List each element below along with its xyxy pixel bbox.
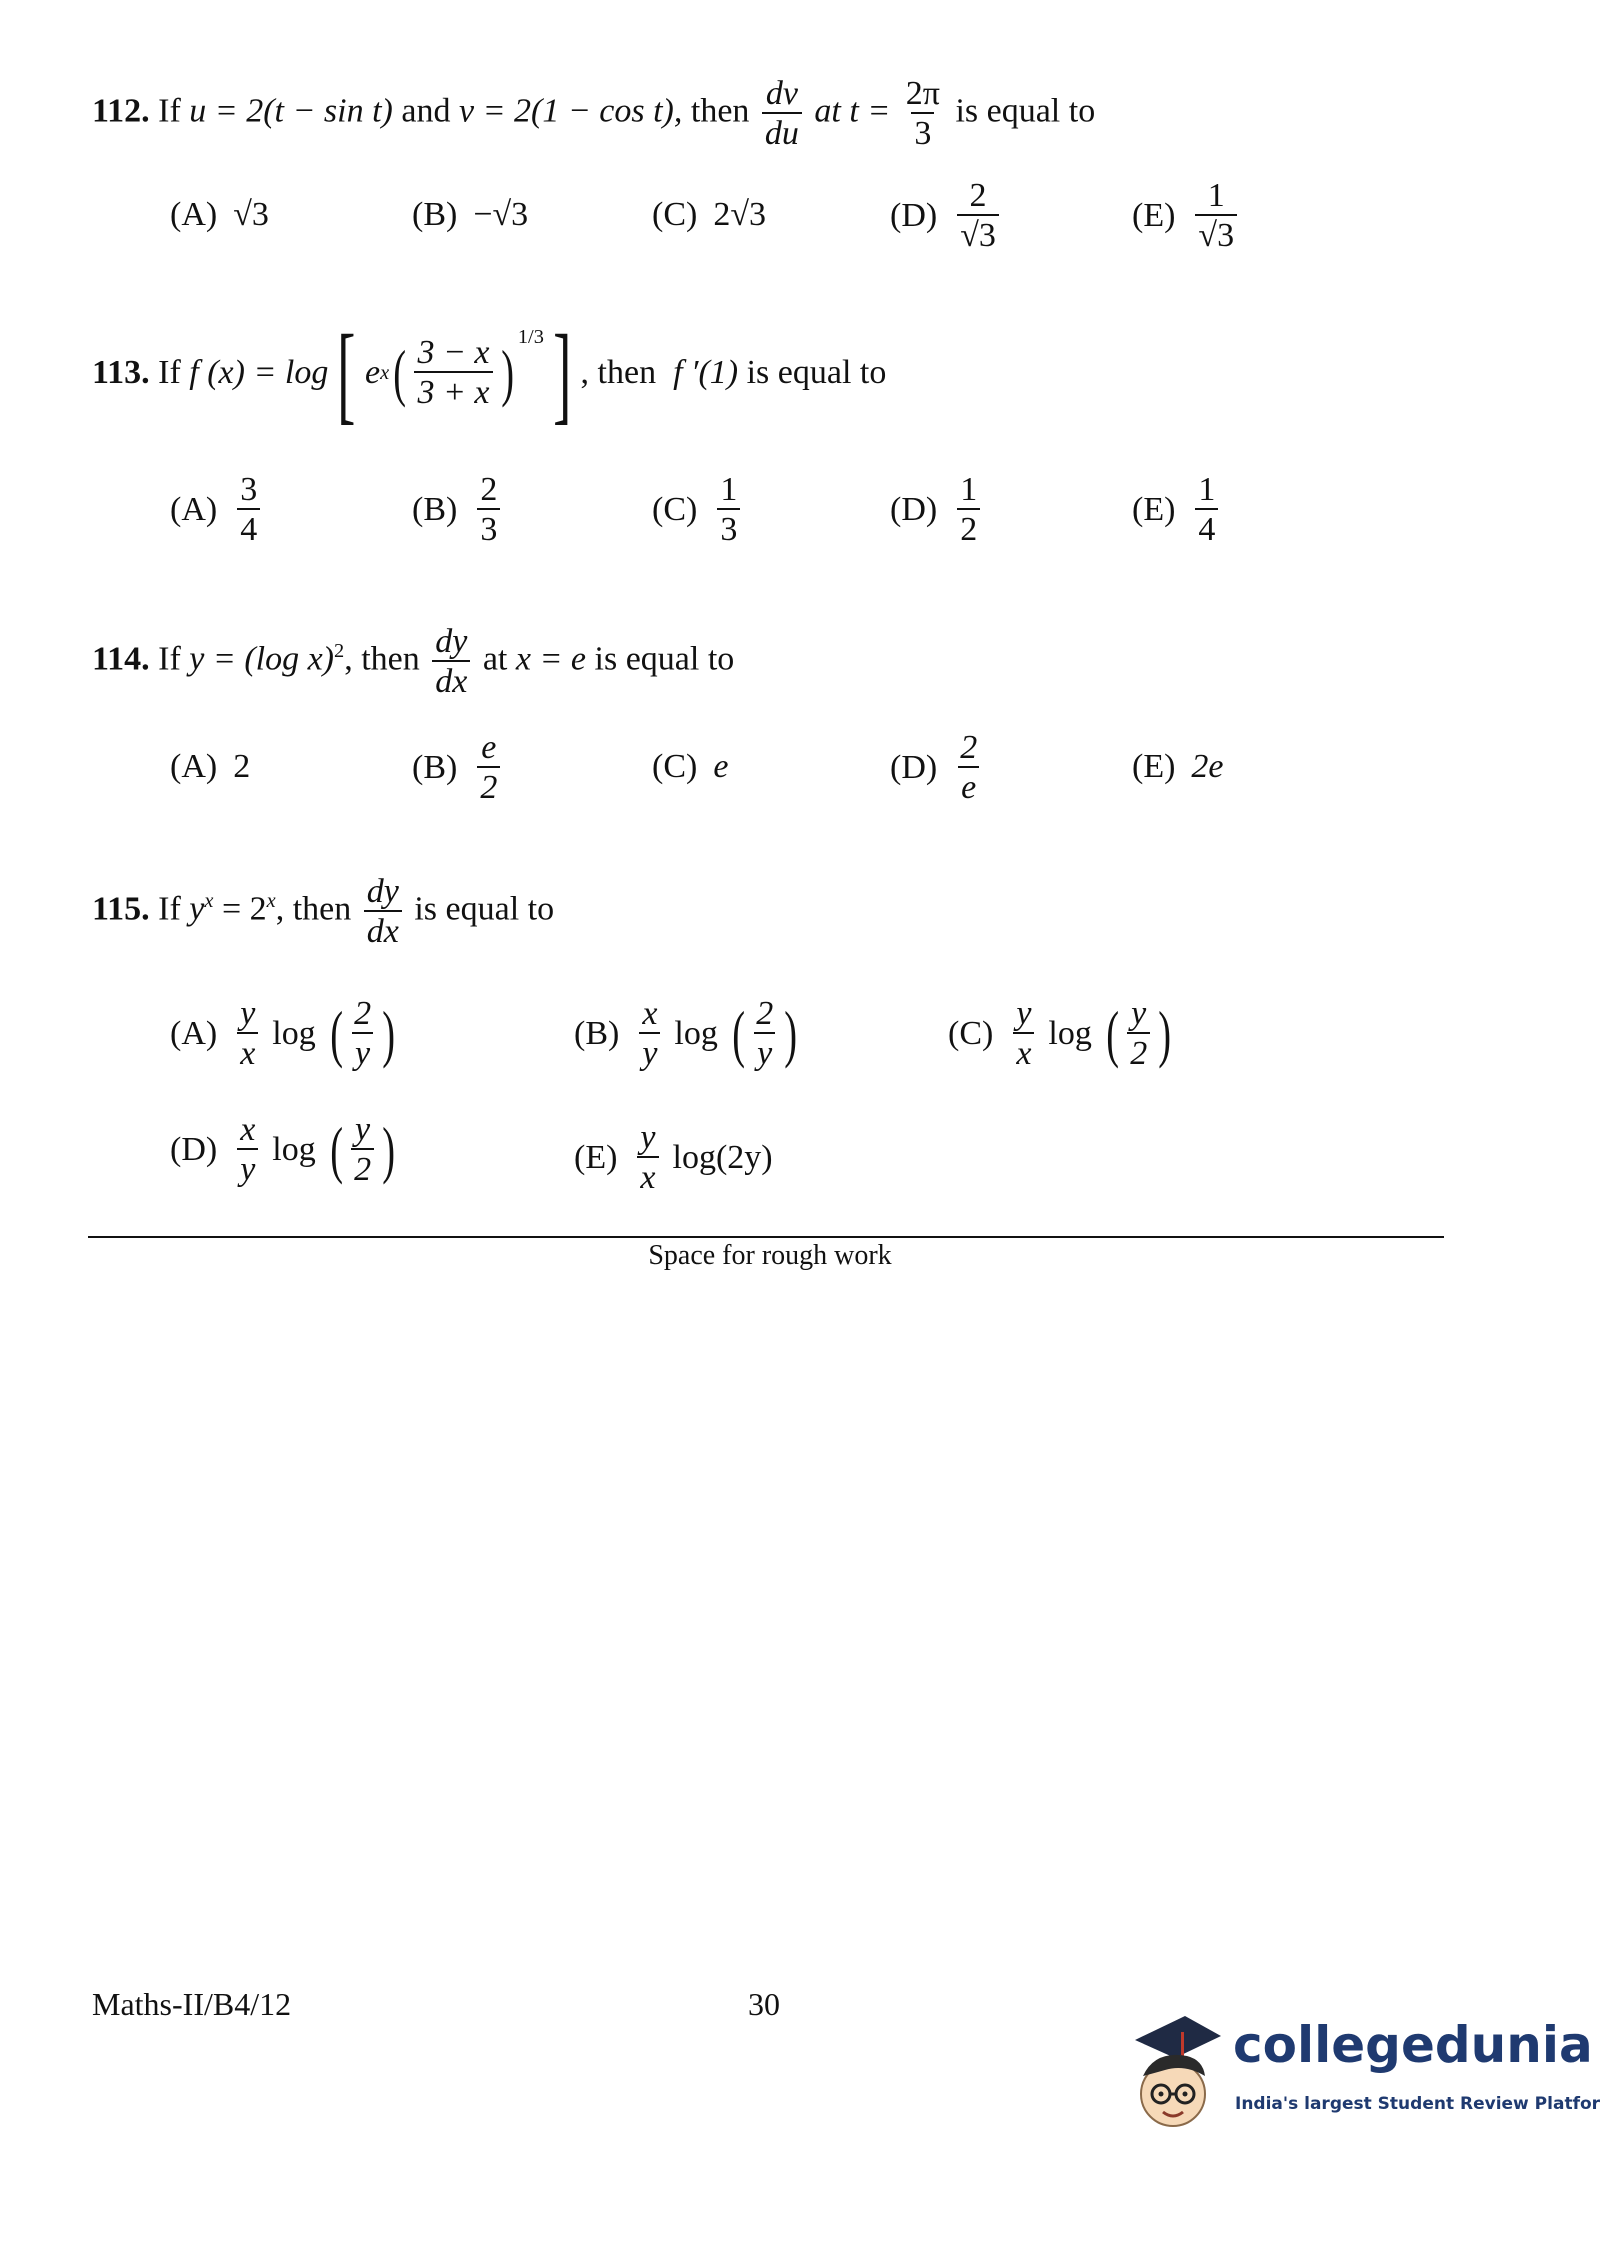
fraction-numerator: dy — [435, 623, 468, 660]
stem-text: then — [690, 92, 750, 130]
option-label: (B) — [412, 490, 458, 528]
option-label: (A) — [170, 1014, 218, 1052]
exponential-base: e — [365, 354, 381, 391]
fraction-denominator: e — [958, 766, 979, 806]
option-value: log(2y) — [672, 1138, 773, 1176]
option-label: (A) — [170, 196, 218, 233]
fraction-numerator: y — [1016, 995, 1032, 1032]
fraction-denominator: du — [762, 112, 802, 152]
option-b[interactable]: (B) $\frac{x}{y}$ log ( $\frac{2}{y}$ ) — [574, 995, 798, 1072]
collegedunia-logo[interactable] — [1125, 2010, 1600, 2140]
option-e[interactable] — [574, 1120, 773, 1195]
option-label: (D) — [890, 196, 938, 234]
option-e[interactable] — [1132, 748, 1224, 786]
stem-text: If — [158, 640, 181, 678]
option-value: e — [713, 748, 729, 785]
exponent: x — [266, 890, 276, 913]
fraction-denominator: 3 — [477, 508, 500, 548]
fraction-denominator: x — [237, 1032, 258, 1072]
option-value: −√3 — [473, 196, 529, 233]
fraction-numerator: dv — [765, 75, 798, 112]
option-label: (C) — [948, 1014, 994, 1052]
page-number: 30 — [748, 1986, 780, 2022]
stem-text: is equal to — [955, 92, 1096, 130]
stem-text: is equal to — [414, 890, 555, 928]
fraction-numerator: y — [640, 1119, 656, 1156]
fraction-denominator: 2 — [1127, 1032, 1150, 1072]
option-value: 2e — [1191, 748, 1224, 785]
fraction-denominator: 3 — [717, 508, 740, 548]
equation-u: u = 2(t − sin t) — [189, 92, 393, 130]
stem-text: If — [158, 890, 181, 928]
fraction-numerator: y — [355, 1111, 371, 1148]
fraction-numerator: x — [642, 995, 658, 1032]
option-label: (C) — [652, 196, 698, 233]
fraction-denominator: √3 — [1195, 214, 1237, 254]
equation-rhs: = 2 — [221, 890, 267, 928]
fraction-numerator: 2 — [756, 995, 774, 1032]
stem-text: If — [158, 92, 181, 130]
option-d[interactable] — [890, 730, 984, 805]
logo-tagline: India's largest Student Review Platfor — [1235, 2094, 1600, 2114]
option-value: √3 — [233, 196, 269, 233]
option-label: (E) — [1132, 196, 1176, 234]
option-d[interactable] — [890, 178, 1003, 253]
stem-text: , then — [275, 890, 352, 928]
option-label: (C) — [652, 490, 698, 528]
fraction-numerator: y — [1131, 995, 1147, 1032]
option-value: 2√3 — [713, 196, 766, 233]
log-text: log — [272, 1014, 316, 1052]
fraction-denominator: dx — [432, 660, 470, 700]
option-label: (B) — [412, 748, 458, 786]
fraction-denominator: y — [639, 1032, 660, 1072]
fraction-denominator: 2 — [957, 508, 980, 548]
fraction-denominator: x — [637, 1156, 658, 1196]
stem-text: at — [482, 640, 508, 678]
option-label: (B) — [412, 196, 458, 233]
option-a[interactable] — [170, 196, 269, 234]
option-label: (C) — [652, 748, 698, 785]
power: 1/3 — [517, 326, 544, 348]
fraction-denominator: y — [237, 1148, 258, 1188]
question-number: 112. — [92, 92, 150, 130]
option-c[interactable]: (C) $\frac{y}{x}$ log ( $\frac{y}{2}$ ) — [948, 995, 1172, 1072]
fraction-denominator: 4 — [237, 508, 260, 548]
exponent: 2 — [334, 640, 345, 663]
equation-y: y = (log x) — [189, 640, 334, 678]
rough-work-label: Space for rough work — [648, 1240, 892, 1271]
option-b[interactable] — [412, 472, 504, 547]
fraction-denominator: y — [352, 1032, 373, 1072]
option-label: (B) — [574, 1014, 620, 1052]
option-a[interactable]: (A) $\frac{y}{x}$ log ( $\frac{2}{y}$ ) — [170, 995, 396, 1072]
fraction-numerator: 2 — [969, 177, 987, 214]
variable-y: y — [189, 890, 205, 928]
option-c[interactable] — [652, 196, 766, 234]
log-text: log — [674, 1014, 718, 1052]
question-112 — [92, 76, 1095, 151]
log-text: log — [1048, 1014, 1092, 1052]
option-e[interactable] — [1132, 472, 1222, 547]
option-label: (D) — [890, 748, 938, 786]
option-c[interactable] — [652, 748, 728, 786]
option-label: (D) — [170, 1130, 218, 1168]
question-number: 113. — [92, 354, 150, 391]
fraction-denominator: y — [754, 1032, 775, 1072]
fraction-denominator: 3 — [911, 112, 934, 152]
exponent: x — [380, 361, 390, 384]
option-d[interactable] — [890, 472, 984, 547]
option-b[interactable] — [412, 730, 504, 805]
stem-text: and — [401, 92, 451, 130]
fraction-numerator: 3 — [240, 471, 258, 508]
fraction-numerator: 1 — [720, 471, 738, 508]
question-number: 114. — [92, 640, 150, 678]
derivative-fraction — [762, 76, 802, 151]
option-label: (A) — [170, 748, 218, 785]
fraction-denominator: √3 — [957, 214, 999, 254]
exponent: x — [204, 890, 214, 913]
option-e[interactable] — [1132, 178, 1241, 253]
fraction-denominator: x — [1013, 1032, 1034, 1072]
option-c[interactable] — [652, 472, 744, 547]
stem-text: at t = — [814, 92, 891, 130]
fraction-numerator: 3 − x — [417, 334, 490, 372]
option-label: (E) — [1132, 490, 1176, 528]
stem-text: If — [158, 354, 181, 391]
equation-x: x = e — [515, 640, 587, 678]
fraction-numerator: 2π — [905, 75, 940, 112]
option-label: (E) — [574, 1138, 618, 1176]
option-a[interactable] — [170, 472, 264, 547]
option-a[interactable] — [170, 748, 250, 786]
fraction-numerator: 1 — [1198, 471, 1216, 508]
fraction-denominator: 2 — [477, 766, 500, 806]
equation-v: v = 2(1 − cos t), — [458, 92, 683, 130]
stem-text: , then — [344, 640, 420, 678]
log-text: log — [272, 1130, 316, 1168]
option-b[interactable] — [412, 196, 528, 234]
fraction-denominator: 4 — [1195, 508, 1218, 548]
divider — [88, 1236, 1444, 1238]
fraction-numerator: 2 — [960, 729, 978, 766]
fraction-numerator: 2 — [480, 471, 498, 508]
stem-text: is equal to — [746, 354, 887, 391]
stem-text: is equal to — [594, 640, 735, 678]
fraction-numerator: 1 — [960, 471, 978, 508]
question-114 — [92, 624, 734, 699]
option-d[interactable]: (D) $\frac{x}{y}$ log ( $\frac{y}{2}$ ) — [170, 1111, 396, 1188]
fraction-denominator: dx — [364, 910, 402, 950]
function-definition: f (x) = log — [189, 354, 329, 391]
fraction-denominator: 3 + x — [414, 371, 492, 411]
logo-wordmark: collegedunia — [1233, 2016, 1593, 2074]
fraction-numerator: y — [240, 995, 256, 1032]
fraction-denominator: 2 — [351, 1148, 374, 1188]
stem-text: , then — [580, 354, 657, 391]
option-label: (E) — [1132, 748, 1176, 785]
paper-code: Maths-II/B4/12 — [92, 1986, 292, 2022]
fraction-numerator: 1 — [1207, 177, 1225, 214]
fraction-numerator: e — [481, 729, 497, 766]
question-115 — [92, 874, 554, 949]
fraction-numerator: x — [240, 1111, 256, 1148]
option-label: (D) — [890, 490, 938, 528]
option-label: (A) — [170, 490, 218, 528]
question-number: 115. — [92, 890, 150, 928]
derivative-expression: f ′(1) — [673, 354, 739, 391]
fraction-numerator: dy — [366, 873, 399, 910]
fraction-numerator: 2 — [354, 995, 372, 1032]
option-value: 2 — [233, 748, 251, 785]
t-fraction — [903, 76, 943, 151]
mascot-icon — [1125, 2010, 1225, 2140]
question-113: 113. If f (x) = log [ e x ( $\frac{3 - x}{3 + x}$ ) $^{1/3}$ ] , then f ′(1) is equal to — [92, 312, 887, 434]
